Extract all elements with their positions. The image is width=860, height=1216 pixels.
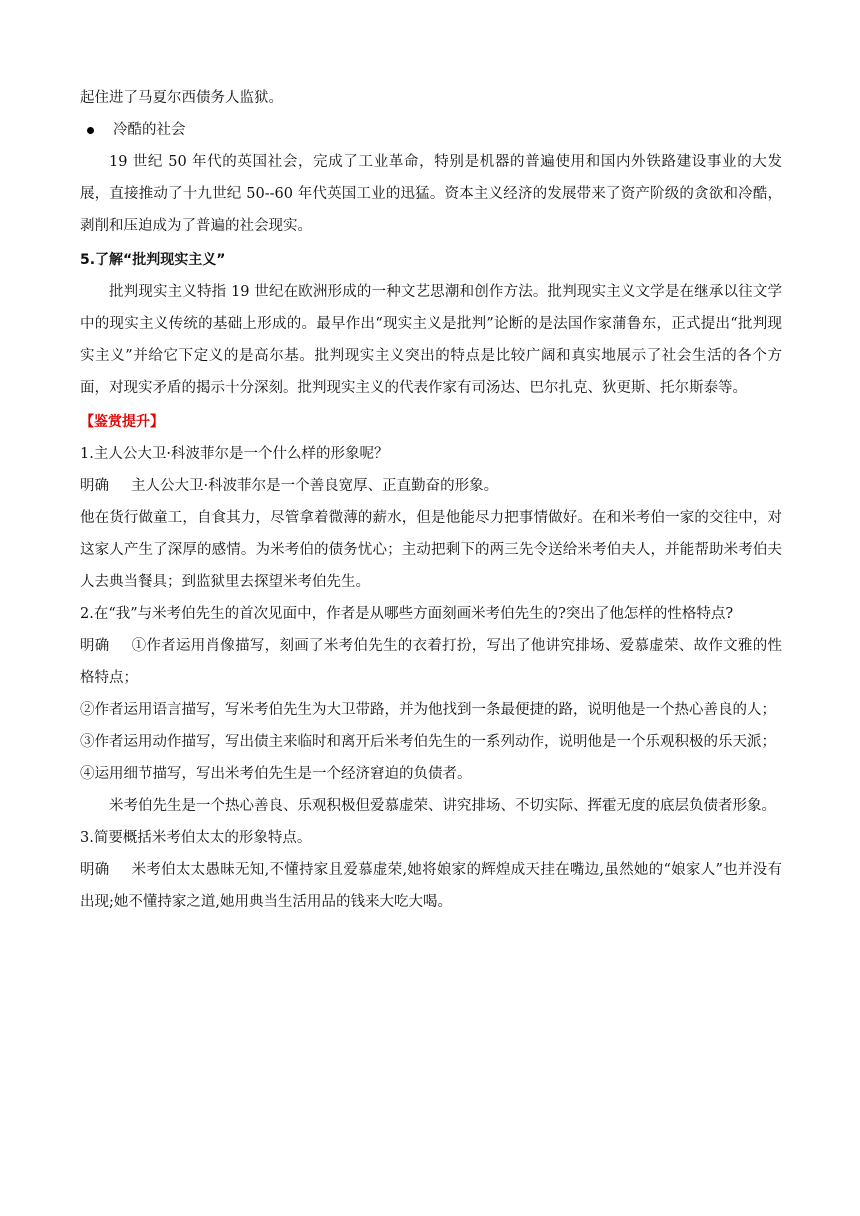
answer-2-point-1 bbox=[80, 630, 782, 694]
paragraph-realism: 批判现实主义特指 19 世纪在欧洲形成的一种文艺思潮和创作方法。批判现实主义文学是在继承以往文学中的现实主义传统的基础上形成的。最早作出“现实主义是批判”论断的是法国作家蒲鲁东，正式提出“批判现实主义”并给它下定义的是高尔基。批判现实主义突出的特点是比较广阔和真实地展示了社会生活的各个方面，对现实矛盾的揭示十分深刻。批判现实主义的代表作家有司汤达、巴尔扎克、狄更斯、托尔斯泰等。 bbox=[80, 284, 782, 396]
section-heading-realism: 5.了解“批判现实主义” bbox=[80, 252, 226, 268]
document-page bbox=[80, 82, 782, 918]
answer-2-point-3: ③作者运用动作描写，写出债主来临时和离开后米考伯先生的一系列动作，说明他是一个乐观积极的乐天派； bbox=[80, 734, 776, 750]
question-3: 3.简要概括米考伯太太的形象特点。 bbox=[80, 830, 312, 846]
answer-3-text: 米考伯太太愚昧无知,不懂持家且爱慕虚荣,她将娘家的辉煌成天挂在嘴边,虽然她的“娘家人”也并没有出现;她不懂持家之道,她用典当生活用品的钱来大吃大喝。 bbox=[80, 862, 782, 910]
paragraph-society: 19 世纪 50 年代的英国社会，完成了工业革命，特别是机器的普遍使用和国内外铁路建设事业的大发展，直接推动了十九世纪 50--60 年代英国工业的迅猛。资本主义经济的发展带来了资产阶级的贪欲和冷酷，剥削和压迫成为了普遍的社会现实。 bbox=[80, 154, 782, 234]
answer-1-detail: 他在货行做童工，自食其力，尽管拿着微薄的薪水，但是他能尽力把事情做好。在和米考伯一家的交往中，对这家人产生了深厚的感情。为米考伯的债务忧心；主动把剩下的两三先令送给米考伯夫人，并能帮助米考伯夫人去典当餐具；到监狱里去探望米考伯先生。 bbox=[80, 510, 782, 590]
paragraph-prison: 起住进了马夏尔西债务人监狱。 bbox=[80, 90, 283, 106]
answer-2-point-1-text: ①作者运用肖像描写，刻画了米考伯先生的衣着打扮，写出了他讲究排场、爱慕虚荣、故作文雅的性格特点； bbox=[80, 638, 782, 686]
bullet-item-cold-society bbox=[80, 114, 782, 146]
answer-label: 明确 bbox=[80, 862, 110, 878]
answer-2-point-4: ④运用细节描写，写出米考伯先生是一个经济窘迫的负债者。 bbox=[80, 766, 472, 782]
question-1: 1.主人公大卫·科波菲尔是一个什么样的形象呢？ bbox=[80, 446, 389, 462]
question-2: 2.在“我”与米考伯先生的首次见面中，作者是从哪些方面刻画米考伯先生的?突出了他怎样的性格特点? bbox=[80, 606, 734, 622]
bullet-label: 冷酷的社会 bbox=[113, 122, 186, 138]
bullet-icon bbox=[87, 127, 94, 134]
answer-2-summary: 米考伯先生是一个热心善良、乐观积极但爱慕虚荣、讲究排场、不切实际、挥霍无度的底层负债者形象。 bbox=[109, 798, 776, 814]
section-heading-appreciation: 【鉴赏提升】 bbox=[80, 414, 164, 430]
answer-2-point-2: ②作者运用语言描写，写米考伯先生为大卫带路，并为他找到一条最便捷的路，说明他是一个热心善良的人； bbox=[80, 702, 776, 718]
answer-1-text: 主人公大卫·科波菲尔是一个善良宽厚、正直勤奋的形象。 bbox=[131, 478, 499, 494]
answer-3 bbox=[80, 854, 782, 918]
answer-label: 明确 bbox=[80, 638, 110, 654]
answer-1 bbox=[80, 470, 782, 502]
answer-label: 明确 bbox=[80, 478, 109, 494]
